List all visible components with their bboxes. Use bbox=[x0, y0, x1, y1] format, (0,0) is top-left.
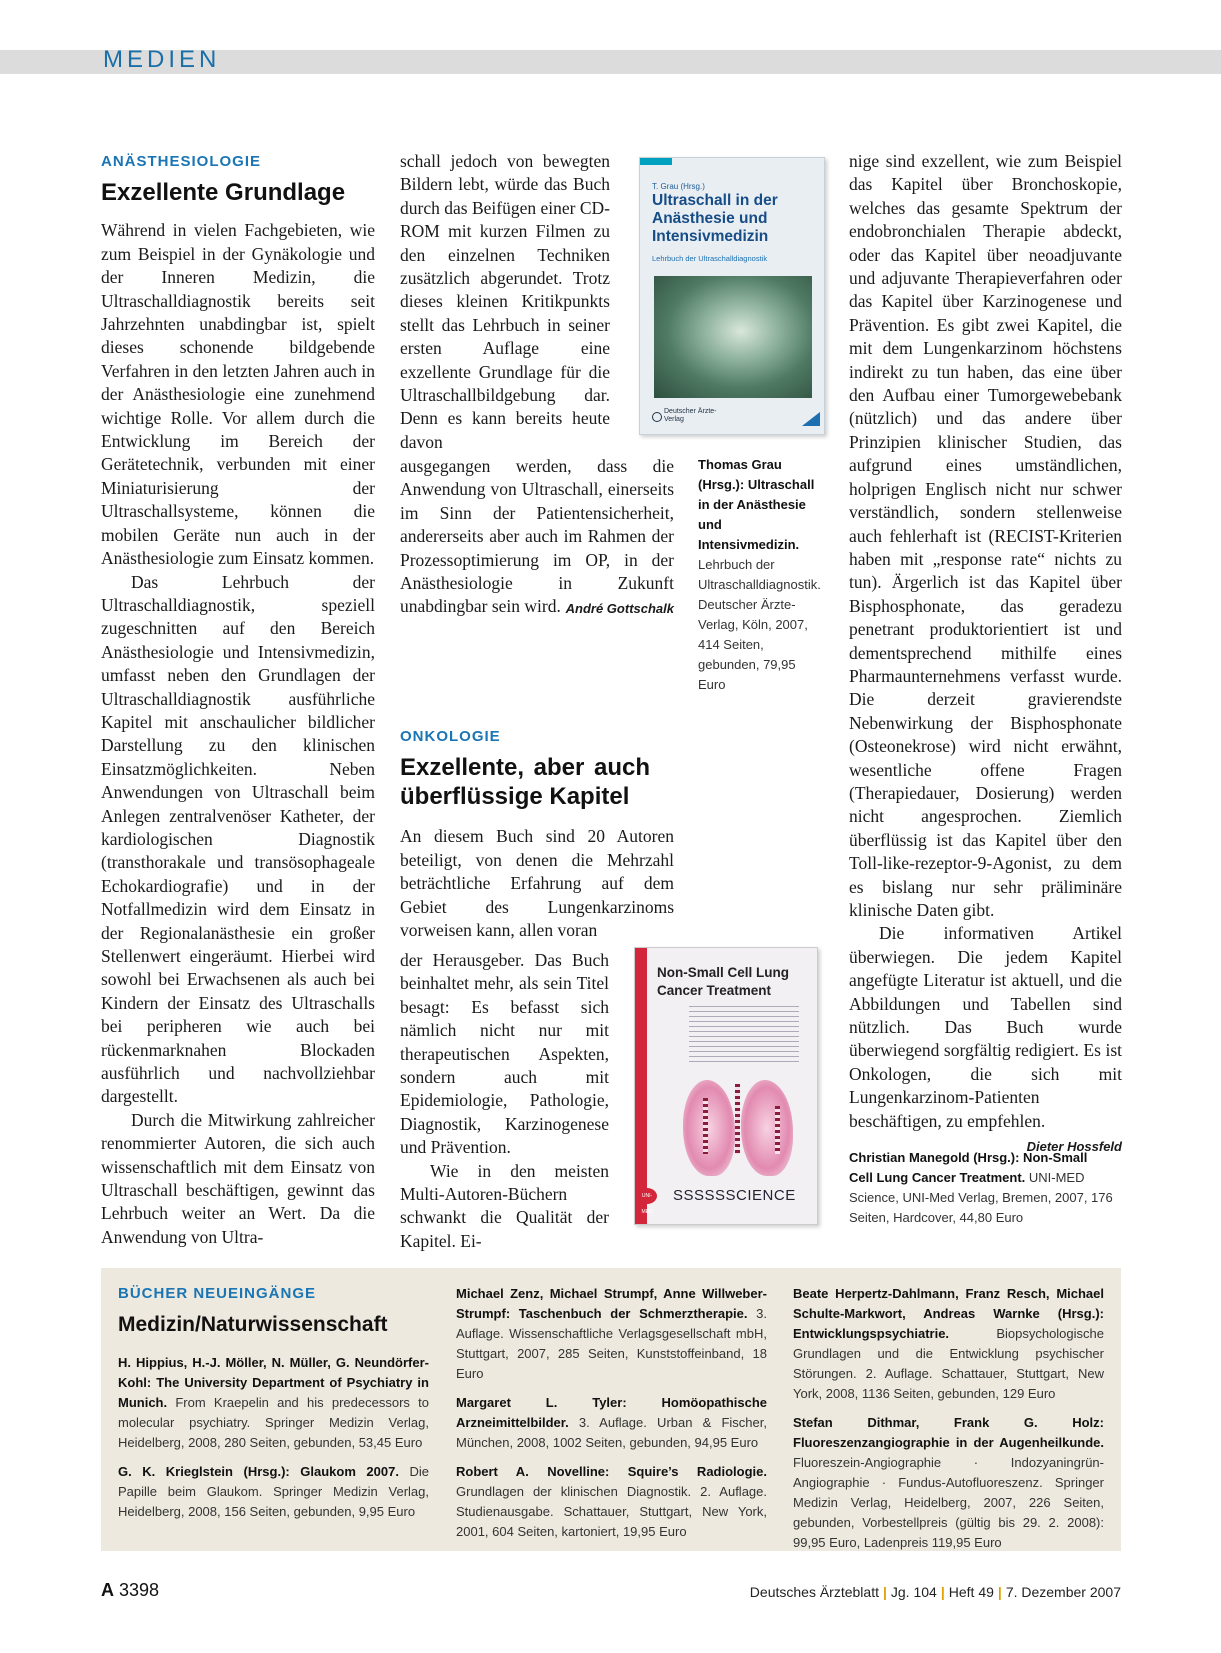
article1-paragraph: Durch die Mitwirkung zahlreicher renommierter Autoren, die sich auch wissenschaftlich mit dem Einsatz von Ultraschall beschäftigen, gewinnt das Lehrbuch weiter an Wert. Da die Anwendung von Ultra- bbox=[101, 1109, 375, 1247]
book-entry: Beate Herpertz-Dahlmann, Franz Resch, Michael Schulte-Markwort, Andreas Warnke (Hrsg.): Entwicklungspsychiatrie. Biopsychologische Grundlagen und die Entwicklung psychischer Störungen. 2. Auflage. Schattauer, Stuttgart, New York, 2008, 1136 Seiten, gebunden, 129 Euro bbox=[793, 1286, 1104, 1401]
book2-caption: Christian Manegold (Hrsg.): Non-Small Cell Lung Cancer Treatment. UNI-MED Science, UNI-Med Verlag, Bremen, 2007, 176 Seiten, Hardcover, 44,80 Euro bbox=[849, 1150, 1113, 1225]
cover-red-band bbox=[635, 948, 647, 1224]
cover-corner-flag-icon bbox=[802, 412, 820, 426]
article2-paragraph: der Herausgeber. Das Buch beinhaltet mehr, als sein Titel besagt: Es befasst sich nämlich nicht nur mit therapeutischen Aspekten, sondern auch mit Epidemiologie, Pathologie, Diagnostik, Karzinogenese und Prävention. bbox=[400, 950, 609, 1158]
article2-paragraph: Wie in den meisten Multi-Autoren-Büchern schwankt die Qualität der Kapitel. Ei- bbox=[400, 1160, 609, 1251]
article1-kicker: ANÄSTHESIOLOGIE bbox=[101, 153, 262, 170]
cover-author-list bbox=[689, 1006, 799, 1066]
journal-footer: Deutsches Ärzteblatt | Jg. 104 | Heft 49 | 7. Dezember 2007 bbox=[749, 1584, 1121, 1600]
article2-paragraph: Die informativen Artikel überwiegen. Die jedem Kapitel angefügte Literatur ist aktuell, und die Abbildungen und Tabellen sind nützlich. Das Buch wurde überwiegend sorgfältig redigiert. Es ist Onkologen, die sich mit Lungenkarzinom-Patienten beschäftigen, zu empfehlen. bbox=[849, 923, 1122, 1131]
book-cover-nsclc bbox=[634, 947, 818, 1225]
publisher-logo-icon bbox=[652, 412, 662, 422]
book-entry: Margaret L. Tyler: Homöopathische Arzneimittelbilder. 3. Auflage. Urban & Fischer, München, 2008, 1002 Seiten, gebunden, 94,95 Euro bbox=[456, 1395, 767, 1450]
cover-accent bbox=[640, 157, 672, 165]
new-books-box bbox=[101, 1268, 1121, 1551]
article2-column2 bbox=[400, 725, 674, 942]
article2-column4 bbox=[849, 150, 1122, 1158]
new-books-column1 bbox=[118, 1284, 429, 1531]
book-cover-ultraschall bbox=[639, 157, 825, 435]
article1-author: André Gottschalk bbox=[565, 601, 674, 617]
cover-title: Ultraschall in der Anästhesie und Intensivmedizin bbox=[652, 192, 778, 245]
unimed-logo-icon: UNI-MED bbox=[637, 1188, 657, 1204]
new-books-column2 bbox=[456, 1284, 767, 1551]
section-label: MEDIEN bbox=[103, 46, 221, 73]
article2-paragraph: An diesem Buch sind 20 Autoren beteiligt, von denen die Mehrzahl beträchtliche Erfahrung auf dem Gebiet des Lungenkarzinoms vorweisen kann, allen voran bbox=[400, 826, 674, 941]
article1-column2-wide bbox=[400, 455, 674, 621]
article2-title: Exzellente, aber auch überflüssige Kapitel bbox=[400, 754, 650, 811]
journal-volume: Jg. 104 bbox=[890, 1584, 937, 1600]
cover-title: Non-Small Cell Lung Cancer Treatment bbox=[657, 965, 790, 998]
article1-column1 bbox=[101, 150, 375, 1249]
article1-paragraph: Das Lehrbuch der Ultraschalldiagnostik, speziell zugeschnitten auf den Bereich Anästhesiologie und Intensivmedizin, umfasst neben den Grundlagen der Ultraschalldiagnostik ausführliche Kapitel mit anschaulicher bildlicher Darstellung zu den klinischen Einsatzmöglichkeiten. Neben Anwendungen von Ultraschall beim Anlegen zentralvenöser Katheter, der kardiologischen Diagnostik (transthorakale und transösophageale Echokardiografie) und in der Notfallmedizin wird dem Einsatz in der Regionalanästhesie ein großer Stellenwert eingeräumt. Hierbei wird sowohl bei Erwachsenen als auch bei Kindern der Einsatz des Ultraschalls bei peripheren wie auch bei rückenmarknahen Blockaden ausführlich und nachvollziehbar dargestellt. bbox=[101, 571, 375, 1107]
journal-date: 7. Dezember 2007 bbox=[1005, 1584, 1121, 1600]
lung-illustration-icon bbox=[679, 1076, 799, 1184]
journal-issue: Heft 49 bbox=[948, 1584, 994, 1600]
journal-name: Deutsches Ärzteblatt bbox=[749, 1584, 879, 1600]
cover-subtitle: Lehrbuch der Ultraschalldiagnostik bbox=[652, 254, 768, 263]
cover-photo bbox=[654, 276, 812, 398]
article2-kicker: ONKOLOGIE bbox=[400, 728, 501, 745]
article2-paragraph: nige sind exzellent, wie zum Beispiel das Kapitel über Bronchoskopie, welches das gesamte Spektrum der endobronchialen Therapie abdeckt, oder das Kapitel über neoadjuvante und adjuvante Therapieverfahren oder das Kapitel über Karzinogenese und Prävention. Es gibt zwei Kapitel, die mit dem Lungenkarzinom höchstens indirekt zu tun haben, das eine über den Aufbau einer Tumorgewebebank (nützlich) und das andere über Prinzipien klinischer Studien, das aufgrund eines umständlichen, holprigen Englisch nicht nur schwer verständlich, sondern stellenweise auch fehlerhaft ist (RECIST-Kriterien haben mit „response rate“ nichts zu tun). Ärgerlich ist das Kapitel über Bisphosphonate, das geradezu penetrant produktorientiert ist und dementsprechend mithilfe eines Pharmaunternehmens verfasst wurde. Die derzeit gravierendste Nebenwirkung der Bisphosphonate (Osteonekrose) wird nicht erwähnt, wesentliche offene Fragen (Therapiedauer, Dosierung) werden nicht angesprochen. Ziemlich überflüssig ist das Kapitel über den Toll-like-rezeptor-9-Agonist, zu dem es bislang nur sehr präliminäre klinische Daten gibt. bbox=[849, 151, 1122, 920]
book-entry: Stefan Dithmar, Frank G. Holz: Fluoreszenzangiographie in der Augenheilkunde. Fluoreszein-Angiographie · Indozyaningrün-Angiographie · Fundus-Autofluoreszenz. Springer Medizin Verlag, Heidelberg, 2007, 226 Seiten, gebunden, Vorbestellpreis (gültig bis 29. 2. 2008): 99,95 Euro, Ladenpreis 119,95 Euro bbox=[793, 1415, 1104, 1550]
book-entry: H. Hippius, H.-J. Möller, N. Müller, G. Neundörfer-Kohl: The University Department of Psychiatry in Munich. From Kraepelin and his predecessors to molecular psychiatry. Springer Medizin Verlag, Heidelberg, 2008, 280 Seiten, gebunden, 53,45 Euro bbox=[118, 1355, 429, 1450]
cover-editor: T. Grau (Hrsg.) bbox=[652, 182, 705, 191]
new-books-column3 bbox=[793, 1284, 1104, 1562]
new-books-kicker: BÜCHER NEUEINGÄNGE bbox=[118, 1285, 317, 1302]
article1-paragraph: Während in vielen Fachgebieten, wie zum Beispiel in der Gynäkologie und der Inneren Medizin, die Ultraschalldiagnostik bereits seit Jahrzehnten unabdingbar ist, spielt dieses schonende bildgebende Verfahren in den letzten Jahren auch in der Anästhesiologie eine zunehmend wichtige Rolle. Vor allem durch die Entwicklung im Bereich der Gerätetechnik, verbunden mit einer Miniaturisierung der Ultraschallsysteme, können die mobilen Geräte nun auch in der Anästhesiologie zum Einsatz kommen. bbox=[101, 220, 375, 569]
article2-column2-narrow bbox=[400, 949, 609, 1253]
book1-caption: Thomas Grau (Hrsg.): Ultraschall in der Anästhesie und Intensivmedizin. Lehrbuch der Ultraschalldiagnostik. Deutscher Ärzte-Verlag, Köln, 2007, 414 Seiten, gebunden, 79,95 Euro bbox=[698, 457, 821, 692]
article1-column2-narrow bbox=[400, 150, 610, 454]
book-entry: Robert A. Novelline: Squire’s Radiologie. Grundlagen der klinischen Diagnostik. 2. Auflage. Studienausgabe. Schattauer, Stuttgart, New York, 2001, 604 Seiten, kartoniert, 19,95 Euro bbox=[456, 1464, 767, 1539]
new-books-title: Medizin/Naturwissenschaft bbox=[118, 1313, 388, 1336]
article1-paragraph: ausgegangen werden, dass die Anwendung von Ultraschall, einerseits im Sinn der Patientensicherheit, andererseits aber auch im Rahmen der Prozessoptimierung im OP, in der Anästhesiologie in Zukunft unabdingbar sein wird. André Gottschalk bbox=[400, 455, 674, 619]
article2-author: Dieter Hossfeld bbox=[1026, 1139, 1122, 1155]
article1-title: Exzellente Grundlage bbox=[101, 179, 346, 207]
book-entry: G. K. Krieglstein (Hrsg.): Glaukom 2007. Die Papille beim Glaukom. Springer Medizin Verlag, Heidelberg, 2008, 156 Seiten, gebunden, 9,95 Euro bbox=[118, 1464, 429, 1519]
article1-paragraph: schall jedoch von bewegten Bildern lebt, würde das Buch durch das Beifügen einer CD-ROM mit kurzen Filmen zu den einzelnen Techniken zusätzlich abgerundet. Trotz dieses kleinen Kritikpunkts stellt das Lehrbuch in seiner ersten Auflage eine exzellente Grundlage für die Ultraschallbildgebung dar. Denn es kann bereits heute davon bbox=[400, 151, 610, 452]
page-number: A 3398 bbox=[101, 1580, 160, 1600]
cover-publisher: Deutscher Ärzte-Verlag bbox=[664, 408, 717, 423]
book-entry: Michael Zenz, Michael Strumpf, Anne Willweber-Strumpf: Taschenbuch der Schmerztherapie. 3. Auflage. Wissenschaftliche Verlagsgesellschaft mbH, Stuttgart, 2007, 285 Seiten, Kunststoffeinband, 18 Euro bbox=[456, 1286, 767, 1381]
cover-brand: SSSSSSCIENCE bbox=[673, 1187, 796, 1204]
